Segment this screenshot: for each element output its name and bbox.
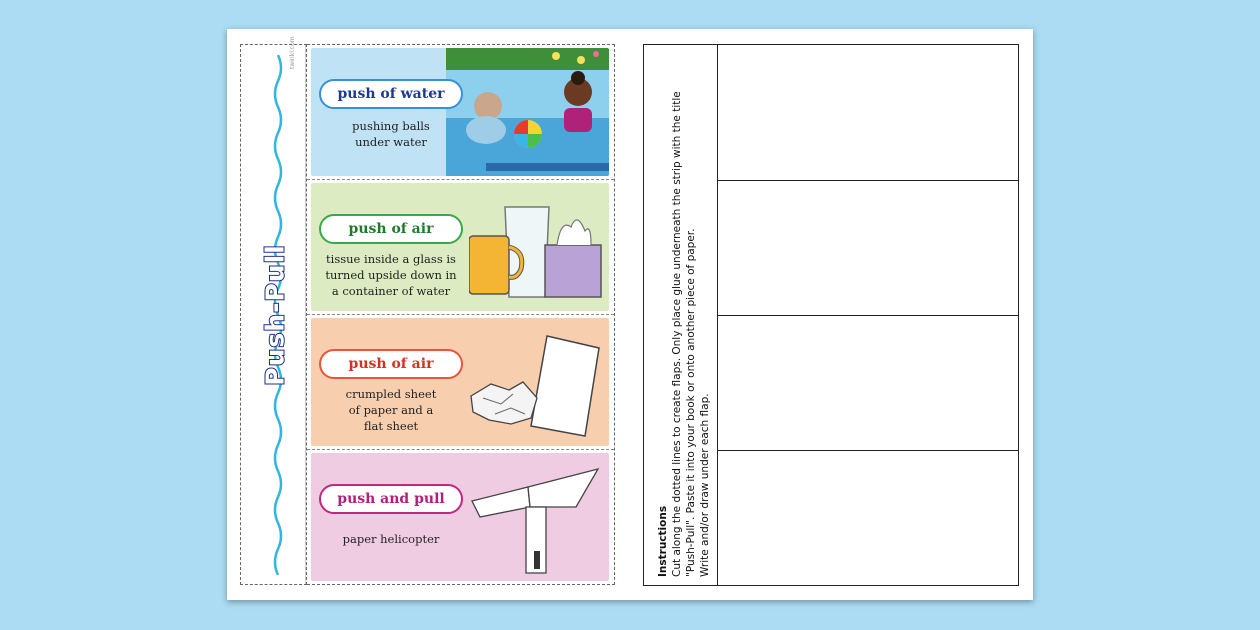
instructions-column <box>644 45 718 585</box>
flap-push-of-air-paper[interactable] <box>311 318 609 446</box>
instructions-line: Write and/or draw under each flap. <box>699 393 711 577</box>
flaps-column <box>307 44 615 585</box>
instructions-heading: Instructions <box>657 505 669 577</box>
instructions-text <box>656 57 712 577</box>
description-line: flat sheet <box>363 419 419 433</box>
credit-text: twinkl.com <box>289 36 296 69</box>
description-line: tissue inside a glass is <box>326 252 456 266</box>
glass-mug-tissue-icon <box>469 201 609 306</box>
flap-description <box>319 118 463 150</box>
flap-description <box>319 251 463 299</box>
title-strip <box>240 44 307 585</box>
flap-description <box>319 531 463 547</box>
cut-line <box>307 179 614 180</box>
flap-title: push of air <box>319 214 463 244</box>
cut-line <box>307 314 614 315</box>
description-line: under water <box>355 135 427 149</box>
flap-push-and-pull[interactable] <box>311 453 609 581</box>
description-line: pushing balls <box>352 119 430 133</box>
flap-push-of-air-glass[interactable] <box>311 183 609 311</box>
answer-boxes <box>718 45 1018 585</box>
worksheet <box>227 29 1033 600</box>
page-title: Push-Pull <box>260 244 290 386</box>
answer-box[interactable] <box>718 450 1018 585</box>
flap-description <box>319 386 463 434</box>
instructions-line: "Push-Pull". Paste it into your book or onto another piece of paper. <box>685 228 697 577</box>
description-line: paper helicopter <box>342 532 440 546</box>
swimming-pool-icon <box>446 48 609 176</box>
flap-title: push and pull <box>319 484 463 514</box>
instructions-line: Cut along the dotted lines to create flaps. Only place glue underneath the strip with the title <box>671 91 683 577</box>
description-line: a container of water <box>331 284 451 298</box>
answer-box[interactable] <box>718 315 1018 451</box>
description-line: turned upside down in <box>325 268 457 282</box>
answer-box[interactable] <box>718 45 1018 181</box>
description-line: of paper and a <box>348 403 434 417</box>
cut-line <box>307 449 614 450</box>
answer-panel <box>643 44 1019 586</box>
flap-title: push of water <box>319 79 463 109</box>
answer-box[interactable] <box>718 180 1018 316</box>
description-line: crumpled sheet <box>345 387 437 401</box>
flap-title: push of air <box>319 349 463 379</box>
fold-line <box>305 45 306 584</box>
paper-sheets-icon <box>461 332 601 442</box>
paper-helicopter-icon <box>466 461 606 579</box>
flap-push-of-water[interactable] <box>311 48 609 176</box>
